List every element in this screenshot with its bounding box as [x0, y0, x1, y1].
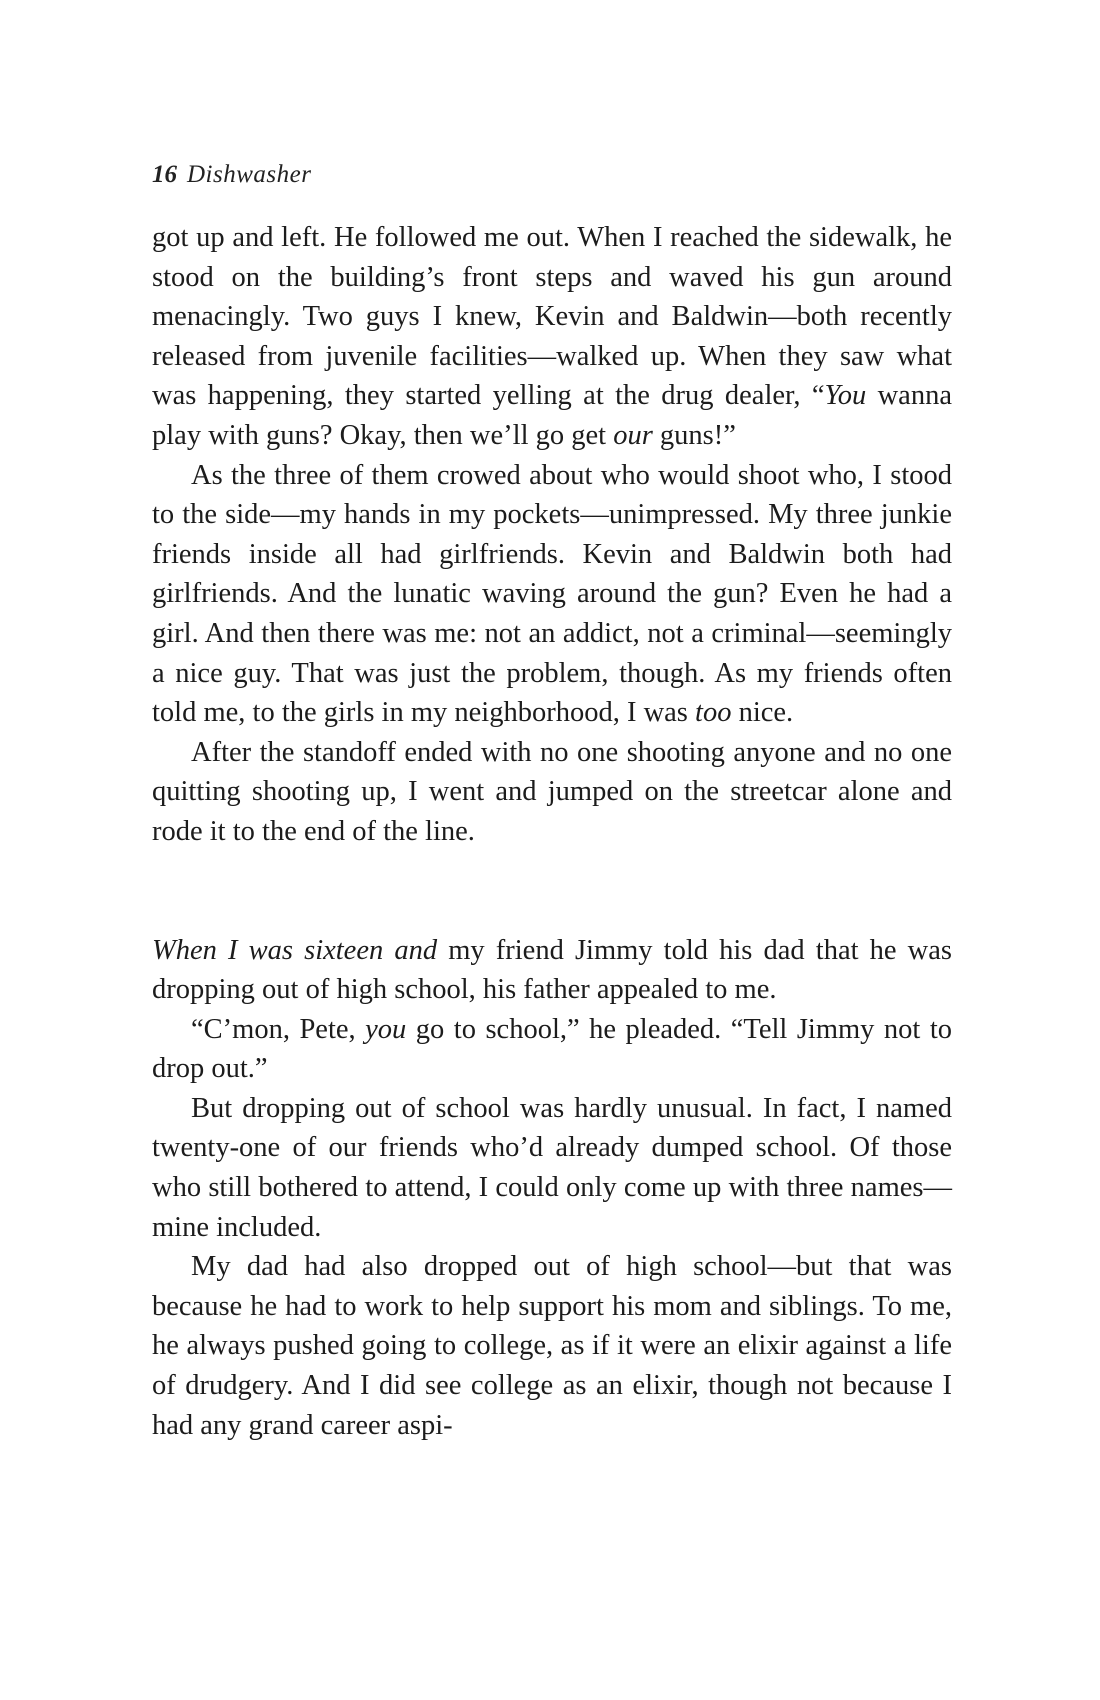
paragraph	[152, 1247, 952, 1445]
text-run: my friend Jimmy told his dad that he was dropping out of high school, his father appealed to me.	[152, 934, 952, 1006]
text-run: But dropping out of school was hardly unusual. In fact, I named twenty-one of our friends who’d already dumped school. Of those who still bothered to attend, I could only come up with three names—mine included.	[152, 1092, 952, 1243]
paragraph	[152, 218, 952, 456]
text-run: go to school,” he pleaded. “Tell Jimmy not to drop out.”	[152, 1013, 953, 1085]
emphasis: our	[613, 419, 653, 451]
emphasis: you	[365, 1013, 407, 1045]
paragraph	[152, 733, 952, 852]
page-number: 16	[152, 161, 177, 188]
paragraph	[152, 456, 952, 733]
paragraph	[152, 1010, 952, 1089]
section-lead-in: When I was sixteen and	[152, 934, 438, 966]
section-opening-paragraph	[152, 931, 952, 1010]
text-run: As the three of them crowed about who would shoot who, I stood to the side—my hands in my pockets—unimpressed. My three junkie friends inside all had girlfriends. Kevin and Baldwin both had girlfriends. And the lunatic waving around the gun? Even he had a girl. And then there was me: not an addict, not a criminal—seemingly a nice guy. That was just the problem, though. As my friends often told me, to the girls in my neighborhood, I was	[152, 459, 952, 729]
book-title: Dishwasher	[187, 161, 312, 188]
body-text	[152, 218, 952, 1445]
text-run: nice.	[731, 697, 794, 729]
text-run: After the standoff ended with no one shooting anyone and no one quitting shooting up, I went and jumped on the streetcar alone and rode it to the end of the line.	[152, 736, 952, 847]
text-run: “C’mon, Pete,	[191, 1013, 366, 1045]
emphasis: You	[824, 380, 867, 412]
running-head	[152, 158, 311, 192]
text-run: My dad had also dropped out of high school—but that was because he had to work to help support his mom and siblings. To me, he always pushed going to college, as if it were an elixir against a life of drudgery. And I did see college as an elixir, though not because I had any grand career aspi-	[152, 1251, 952, 1441]
text-run: wanna play with guns? Okay, then we’ll go get	[152, 380, 952, 451]
paragraph	[152, 1089, 952, 1247]
emphasis: too	[695, 697, 732, 729]
text-run: guns!”	[652, 419, 736, 451]
text-run: got up and left. He followed me out. When I reached the sidewalk, he stood on the building’s front steps and waved his gun around menacingly. Two guys I knew, Kevin and Baldwin—both recently released from juvenile facilities—walked up. When they saw what was happening, they started yelling at the drug dealer, “	[152, 222, 952, 412]
